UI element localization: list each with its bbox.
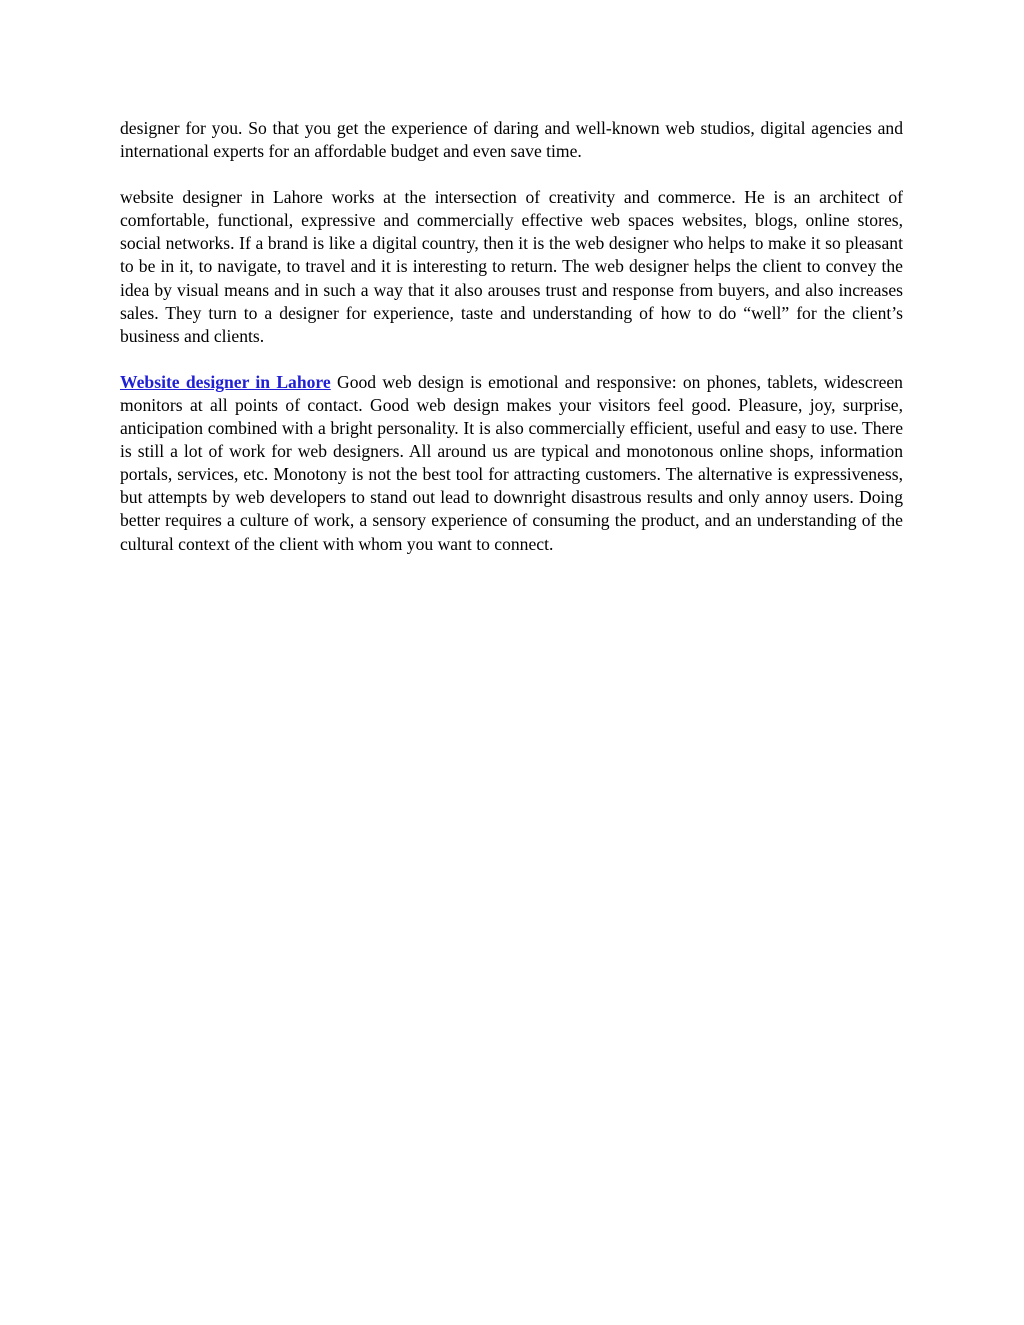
paragraph-good-web-design — [120, 371, 903, 556]
paragraph-text: designer for you. So that you get the experience of daring and well-known web studios, digital agencies and international experts for an affordable budget and even save time. — [120, 118, 903, 162]
document-page — [120, 117, 903, 579]
paragraph-designer-role — [120, 186, 903, 348]
website-designer-link[interactable]: Website designer in Lahore — [120, 371, 331, 392]
paragraph-intro-continuation — [120, 117, 903, 163]
paragraph-text: Good web design is emotional and responsive: on phones, tablets, widescreen monitors at all points of contact. Good web design makes your visitors feel good. Pleasure, joy, surprise, anticipation combined with a bright personality. It is also commercially efficient, useful and easy to use. There is still a lot of work for web designers. All around us are typical and monotonous online shops, information portals, services, etc. Monotony is not the best tool for attracting customers. The alternative is expressiveness, but attempts by web developers to stand out lead to downright disastrous results and only annoy users. Doing better requires a culture of work, a sensory experience of consuming the product, and an understanding of the cultural context of the client with whom you want to connect. — [120, 371, 903, 554]
paragraph-text: website designer in Lahore works at the intersection of creativity and commerce. He is an architect of comfortable, functional, expressive and commercially effective web spaces websites, blogs, online stores, social networks. If a brand is like a digital country, then it is the web designer who helps to make it so pleasant to be in it, to navigate, to travel and it is interesting to return. The web designer helps the client to convey the idea by visual means and in such a way that it also arouses trust and response from buyers, and also increases sales. They turn to a designer for experience, taste and understanding of how to do “well” for the client’s business and clients. — [120, 187, 903, 346]
